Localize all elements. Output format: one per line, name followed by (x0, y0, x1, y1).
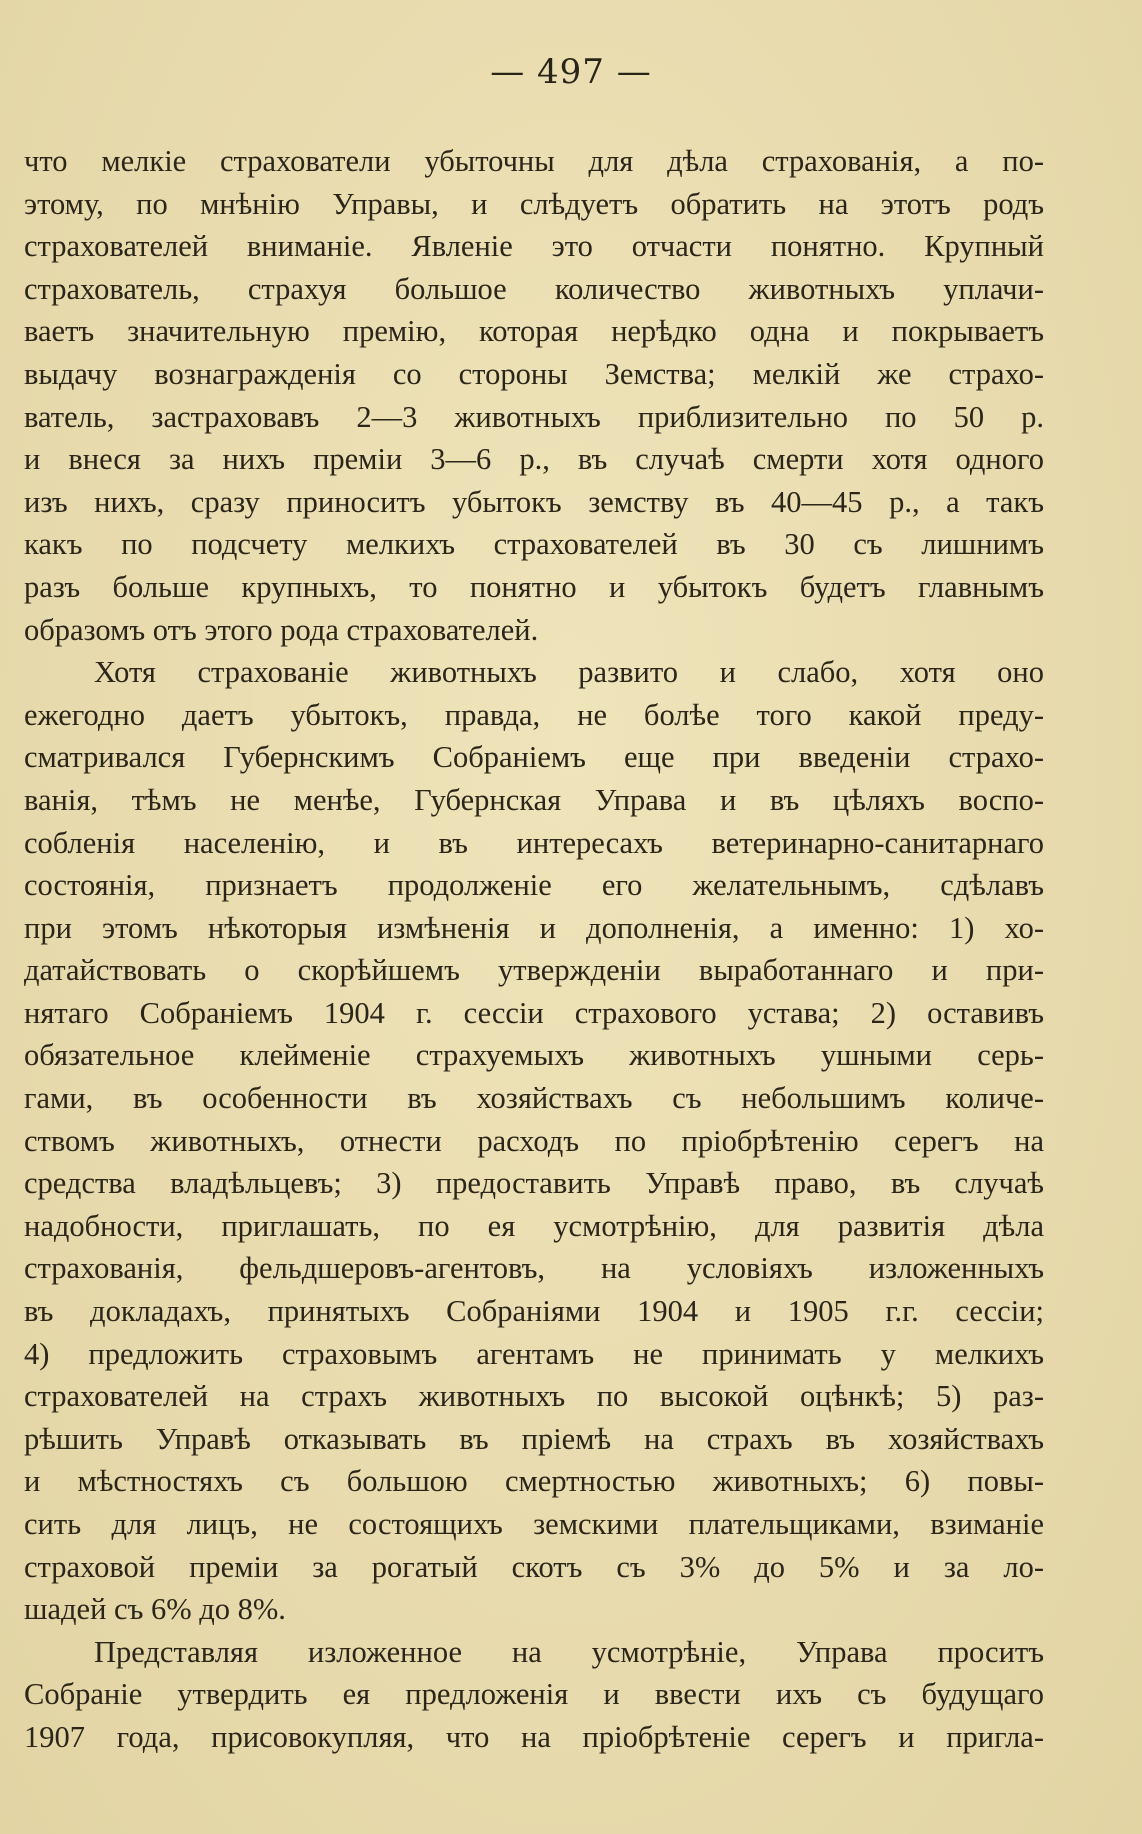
text-line: состоянія, признаетъ продолженіе его желательнымъ, сдѣлавъ (24, 868, 1044, 903)
text-line: разъ больше крупныхъ, то понятно и убытокъ будетъ главнымъ (24, 569, 1044, 604)
text-line: ватель, застраховавъ 2—3 животныхъ приблизительно по 50 р. (24, 399, 1044, 434)
text-line: гами, въ особенности въ хозяйствахъ съ небольшимъ количе- (24, 1081, 1044, 1116)
text-line: ванія, тѣмъ не менѣе, Губернская Управа и въ цѣляхъ воспо- (24, 782, 1044, 817)
text-line: ежегодно даетъ убытокъ, правда, не болѣе того какой преду- (24, 697, 1044, 732)
text-line: страхователь, страхуя большое количество животныхъ уплачи- (24, 271, 1044, 306)
text-line: изъ нихъ, сразу приноситъ убытокъ земству въ 40—45 р., а такъ (24, 484, 1044, 519)
text-line: выдачу вознагражденія со стороны Земства; мелкій же страхо- (24, 356, 1044, 391)
text-line: Представляя изложенное на усмотрѣніе, Управа проситъ (94, 1634, 1044, 1669)
text-line: обязательное клейменіе страхуемыхъ животныхъ ушными серь- (24, 1038, 1044, 1073)
text-line: страхователей вниманіе. Явленіе это отчасти понятно. Крупный (24, 229, 1044, 264)
body-text (24, 140, 1044, 1759)
text-line: надобности, приглашать, по ея усмотрѣнію, для развитія дѣла (24, 1208, 1044, 1243)
text-line: этому, по мнѣнію Управы, и слѣдуетъ обратить на этотъ родъ (24, 186, 1044, 221)
text-line: въ докладахъ, принятыхъ Собраніями 1904 и 1905 г.г. сессіи; (24, 1294, 1044, 1329)
text-line: ствомъ животныхъ, отнести расходъ по пріобрѣтенію серегъ на (24, 1123, 1044, 1158)
text-line: страховой преміи за рогатый скотъ съ 3% до 5% и за ло- (24, 1549, 1044, 1584)
text-line: страхованія, фельдшеровъ-агентовъ, на условіяхъ изложенныхъ (24, 1251, 1044, 1286)
text-line: образомъ отъ этого рода страхователей. (24, 612, 539, 647)
text-line: средства владѣльцевъ; 3) предоставить Управѣ право, въ случаѣ (24, 1166, 1044, 1201)
text-line: собленія населенію, и въ интересахъ ветеринарно-санитарнаго (24, 825, 1044, 860)
text-line: Собраніе утвердить ея предложенія и ввести ихъ съ будущаго (24, 1677, 1044, 1712)
text-line: сить для лицъ, не состоящихъ земскими плательщиками, взиманіе (24, 1507, 1044, 1541)
text-line: страхователей на страхъ животныхъ по высокой оцѣнкѣ; 5) раз- (24, 1379, 1044, 1414)
text-line: датайствовать о скорѣйшемъ утвержденіи выработаннаго и при- (24, 953, 1044, 988)
text-line: нятаго Собраніемъ 1904 г. сессіи страхового устава; 2) оставивъ (24, 995, 1044, 1030)
text-line: при этомъ нѣкоторыя измѣненія и дополненія, а именно: 1) хо- (24, 910, 1044, 945)
text-line: и мѣстностяхъ съ большою смертностью животныхъ; 6) повы- (24, 1464, 1044, 1499)
text-line: 4) предложить страховымъ агентамъ не принимать у мелкихъ (24, 1336, 1044, 1371)
text-line: какъ по подсчету мелкихъ страхователей въ 30 съ лишнимъ (24, 527, 1044, 562)
text-line: 1907 года, присовокупляя, что на пріобрѣтеніе серегъ и пригла- (24, 1719, 1044, 1754)
text-line: рѣшить Управѣ отказывать въ пріемѣ на страхъ въ хозяйствахъ (24, 1421, 1044, 1456)
text-line: сматривался Губернскимъ Собраніемъ еще при введеніи страхо- (24, 740, 1044, 775)
text-line: шадей съ 6% до 8%. (24, 1592, 286, 1627)
page-number: — 497 — (490, 52, 652, 92)
text-line: и внеся за нихъ преміи 3—6 р., въ случаѣ смерти хотя одного (24, 442, 1044, 477)
text-line: что мелкіе страхователи убыточны для дѣла страхованія, а по- (24, 144, 1044, 178)
text-line: Хотя страхованіе животныхъ развито и слабо, хотя оно (94, 655, 1044, 690)
text-line: ваетъ значительную премію, которая нерѣдко одна и покрываетъ (24, 314, 1044, 349)
